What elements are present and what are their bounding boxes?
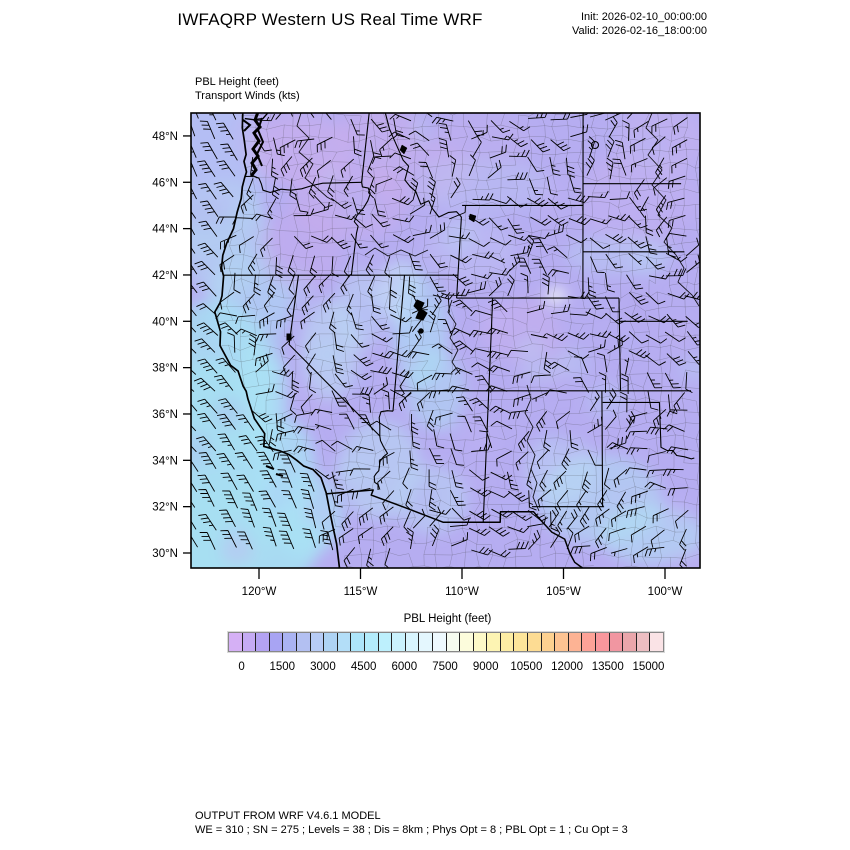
lat-tick-label: 36°N [152, 408, 178, 421]
colorbar-cell [243, 633, 257, 651]
colorbar-cell [379, 633, 393, 651]
colorbar-cell [596, 633, 610, 651]
lon-tick-label: 105°W [546, 586, 581, 598]
lat-tick-label: 34°N [152, 455, 178, 468]
lat-tick-label: 46°N [152, 177, 178, 190]
lat-tick-label: 40°N [152, 316, 178, 329]
colorbar-label: 3000 [310, 661, 336, 673]
lat-tick-label: 32°N [152, 501, 178, 514]
colorbar-label: 9000 [472, 661, 499, 673]
colorbar-cell [270, 633, 284, 651]
lon-tick-label: 120°W [241, 586, 277, 598]
lat-tick-label: 30°N [152, 548, 178, 560]
colorbar-label: 12000 [551, 661, 584, 673]
colorbar-label: 13500 [591, 661, 624, 673]
colorbar-cell [460, 633, 474, 651]
colorbar-cell [365, 633, 379, 651]
colorbar-cell [283, 633, 297, 651]
colorbar [228, 632, 664, 652]
footer-config-line: WE = 310 ; SN = 275 ; Levels = 38 ; Dis = 8km ; Phys Opt = 8 ; PBL Opt = 1 ; Cu Opt = 3 [195, 823, 628, 836]
colorbar-label: 7500 [432, 661, 458, 673]
colorbar-label: 4500 [350, 661, 377, 673]
colorbar-cell [582, 633, 596, 651]
colorbar-cell [542, 633, 556, 651]
colorbar-cell [229, 633, 243, 651]
colorbar-cell [623, 633, 637, 651]
colorbar-cell [555, 633, 569, 651]
colorbar-label: 0 [238, 661, 245, 673]
colorbar-cell [324, 633, 338, 651]
colorbar-cell [297, 633, 311, 651]
colorbar-title: PBL Height (feet) [403, 613, 492, 625]
colorbar-cell [650, 633, 663, 651]
lat-tick-label: 38°N [152, 362, 178, 375]
colorbar-cell [474, 633, 488, 651]
colorbar-cell [569, 633, 583, 651]
colorbar-cell [406, 633, 420, 651]
colorbar-cell [256, 633, 270, 651]
colorbar-cell [392, 633, 406, 651]
colorbar-cell [351, 633, 365, 651]
colorbar-cell [501, 633, 515, 651]
colorbar-cell [610, 633, 624, 651]
lat-tick-label: 42°N [152, 269, 178, 282]
lat-tick-label: 44°N [152, 223, 178, 236]
field-label-pbl: PBL Height (feet) [195, 76, 279, 88]
colorbar-label: 10500 [510, 661, 543, 673]
colorbar-label: 1500 [269, 661, 296, 673]
lon-tick-label: 110°W [445, 586, 479, 598]
valid-time: Valid: 2026-02-16_18:00:00 [572, 24, 707, 37]
colorbar-cell [311, 633, 325, 651]
colorbar-cell [637, 633, 651, 651]
lon-tick-label: 100°W [647, 586, 683, 598]
colorbar-cell [338, 633, 352, 651]
lon-tick-label: 115°W [343, 586, 378, 598]
footer-model-line: OUTPUT FROM WRF V4.6.1 MODEL [195, 810, 381, 822]
lat-tick-label: 48°N [152, 130, 178, 143]
plot-title: IWFAQRP Western US Real Time WRF [177, 10, 483, 29]
footer [195, 810, 628, 837]
colorbar-labels [228, 661, 665, 677]
colorbar-cell [447, 633, 461, 651]
colorbar-cell [514, 633, 528, 651]
colorbar-cell [487, 633, 501, 651]
colorbar-cell [528, 633, 542, 651]
colorbar-label: 15000 [632, 661, 665, 673]
colorbar-cell [419, 633, 433, 651]
colorbar-cell [433, 633, 447, 651]
field-label-winds: Transport Winds (kts) [195, 89, 300, 102]
colorbar-label: 6000 [391, 661, 418, 673]
init-time: Init: 2026-02-10_00:00:00 [581, 11, 707, 23]
